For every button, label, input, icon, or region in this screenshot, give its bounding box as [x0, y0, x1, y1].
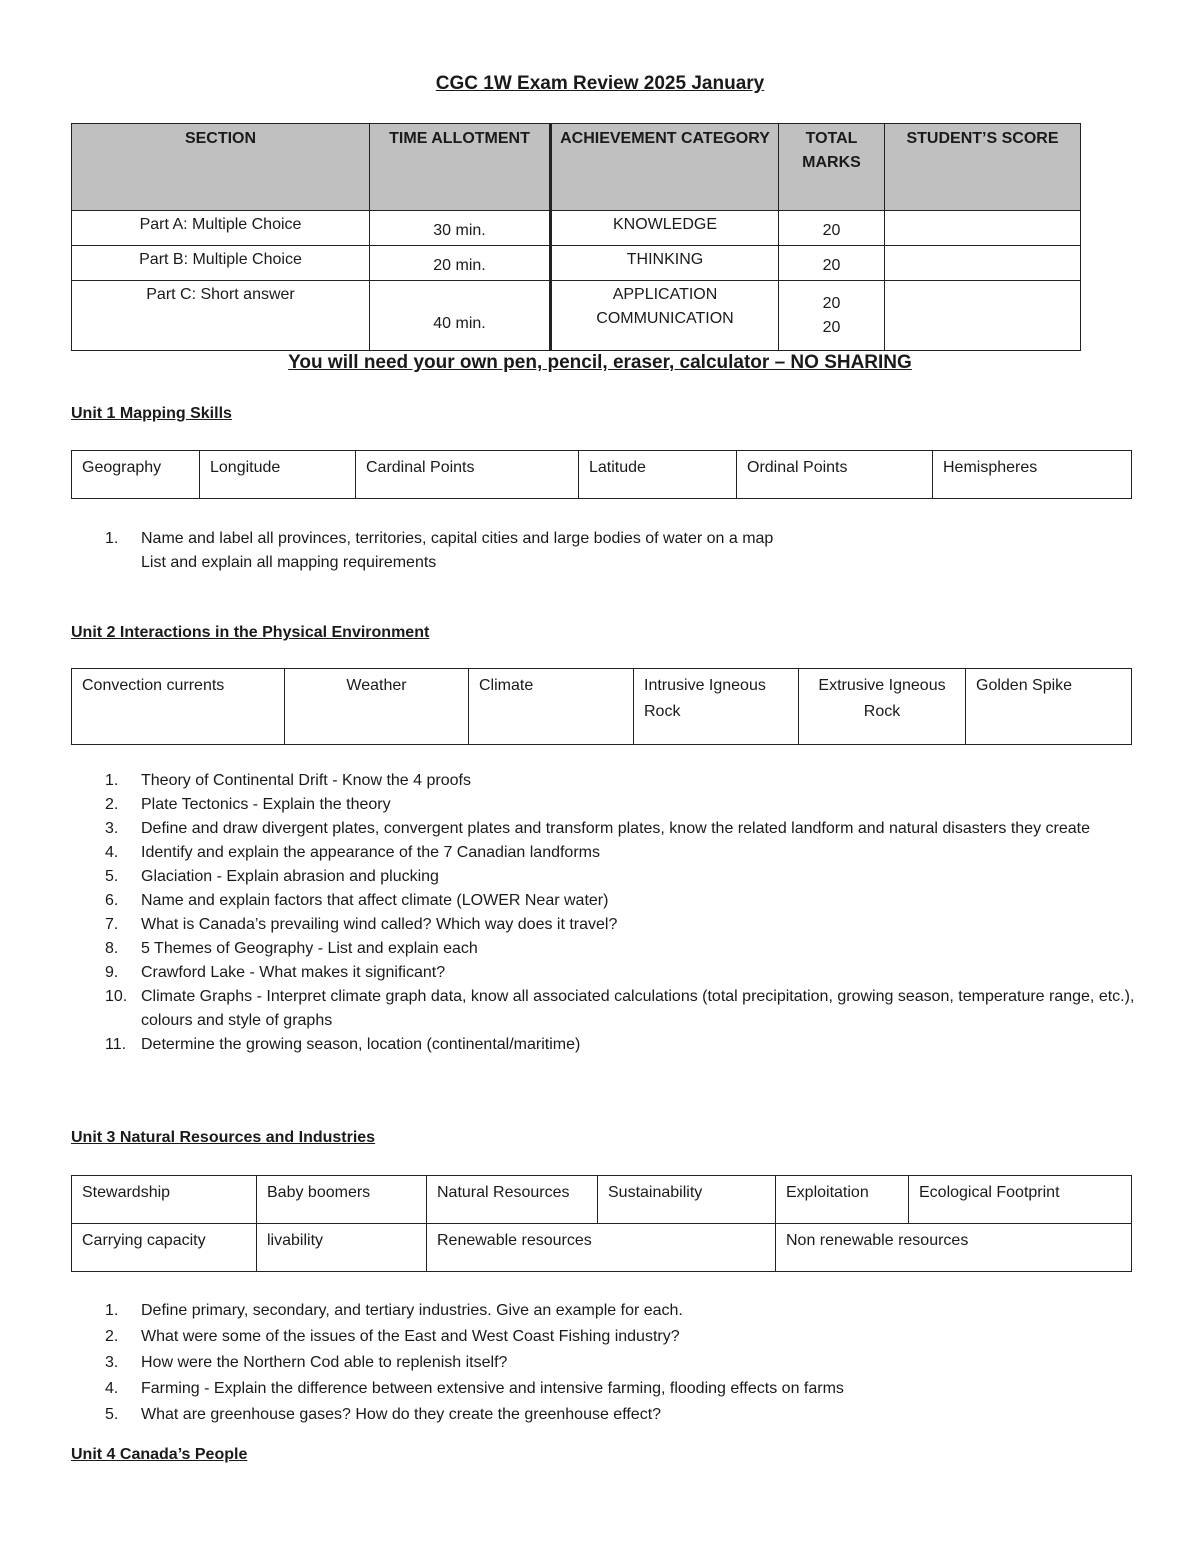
item-number: 6. [105, 892, 119, 909]
cell-category: KNOWLEDGE [551, 211, 779, 246]
list-item [71, 865, 1151, 889]
term-cell: Extrusive Igneous Rock [799, 669, 966, 745]
term-cell: Geography [72, 451, 200, 499]
table-row [72, 211, 1081, 246]
item-number: 10. [105, 988, 128, 1005]
term-cell: Sustainability [598, 1176, 776, 1224]
item-text: Name and explain factors that affect climate (LOWER Near water) [141, 892, 609, 909]
item-text: List and explain all mapping requirements [141, 554, 437, 571]
item-number: 4. [105, 844, 119, 861]
unit-3-terms-table [71, 1175, 1132, 1272]
cell-marks: 20 [779, 246, 885, 281]
terms-row [72, 1224, 1132, 1272]
item-number: 1. [105, 772, 119, 789]
marks-line: 20 [822, 318, 841, 336]
term-cell: Hemispheres [933, 451, 1132, 499]
list-item [71, 769, 1151, 793]
item-text: Identify and explain the appearance of the 7 Canadian landforms [141, 844, 600, 861]
table-row [72, 281, 1081, 351]
item-text: What were some of the issues of the East and West Coast Fishing industry? [141, 1328, 680, 1345]
term-cell: Stewardship [72, 1176, 257, 1224]
terms-row [72, 1176, 1132, 1224]
list-item [71, 1298, 1151, 1324]
unit-2-terms-table [71, 668, 1132, 745]
item-number: 3. [105, 820, 119, 837]
header-time-allotment: TIME ALLOTMENT [370, 124, 551, 211]
supplies-note: You will need your own pen, pencil, eraser, calculator – NO SHARING [288, 352, 912, 373]
item-text: Plate Tectonics - Explain the theory [141, 796, 391, 813]
item-number: 2. [105, 1328, 119, 1345]
unit-1-review-list [71, 527, 1151, 575]
item-text: Define and draw divergent plates, convergent plates and transform plates, know the related landform and natural disasters they create [141, 820, 1090, 837]
item-number: 1. [105, 1302, 119, 1319]
category-line: APPLICATION [612, 286, 718, 303]
list-item [71, 841, 1151, 865]
unit-2-heading: Unit 2 Interactions in the Physical Environment [71, 624, 430, 641]
item-text: Name and label all provinces, territories, capital cities and large bodies of water on a map [141, 530, 774, 547]
unit-1-terms-table [71, 450, 1132, 499]
term-cell: Golden Spike [966, 669, 1132, 745]
item-number: 11. [105, 1036, 127, 1053]
item-text: Farming - Explain the difference between extensive and intensive farming, flooding effects on farms [141, 1380, 844, 1397]
term-cell: Intrusive Igneous Rock [634, 669, 799, 745]
marks-line: 20 [822, 294, 841, 312]
list-item [71, 961, 1151, 985]
list-item [71, 937, 1151, 961]
term-cell: Climate [469, 669, 634, 745]
item-number: 7. [105, 916, 119, 933]
item-text: What is Canada’s prevailing wind called? Which way does it travel? [141, 916, 618, 933]
item-text: How were the Northern Cod able to replenish itself? [141, 1354, 508, 1371]
cell-time: 40 min. [370, 281, 551, 351]
term-cell: Convection currents [72, 669, 285, 745]
item-number: 2. [105, 796, 119, 813]
header-achievement-category: ACHIEVEMENT CATEGORY [551, 124, 779, 211]
list-item [71, 985, 1151, 1033]
term-cell: Cardinal Points [356, 451, 579, 499]
terms-row [72, 451, 1132, 499]
item-text: Define primary, secondary, and tertiary industries. Give an example for each. [141, 1302, 683, 1319]
item-number: 9. [105, 964, 119, 981]
header-section: SECTION [72, 124, 370, 211]
term-cell: Exploitation [776, 1176, 909, 1224]
cell-category [551, 281, 779, 351]
cell-time: 20 min. [370, 246, 551, 281]
item-text: Crawford Lake - What makes it significant? [141, 964, 446, 981]
cell-section: Part B: Multiple Choice [72, 246, 370, 281]
list-item [71, 1324, 1151, 1350]
item-text: Determine the growing season, location (continental/maritime) [141, 1036, 581, 1053]
exam-breakdown-table [71, 123, 1081, 351]
term-cell: Longitude [200, 451, 356, 499]
item-number: 5. [105, 1406, 119, 1423]
term-cell: Non renewable resources [776, 1224, 1132, 1272]
cell-score [885, 211, 1081, 246]
table-header-row [72, 124, 1081, 211]
unit-2-review-list [71, 769, 1151, 1057]
cell-score [885, 281, 1081, 351]
term-cell: Ecological Footprint [909, 1176, 1132, 1224]
item-number: 8. [105, 940, 119, 957]
cell-score [885, 246, 1081, 281]
list-item [71, 1350, 1151, 1376]
list-item [71, 1402, 1151, 1428]
unit-3-heading: Unit 3 Natural Resources and Industries [71, 1129, 376, 1146]
cell-marks [779, 281, 885, 351]
term-cell: Baby boomers [257, 1176, 427, 1224]
unit-4-heading: Unit 4 Canada’s People [71, 1446, 248, 1463]
document-title: CGC 1W Exam Review 2025 January [435, 73, 765, 94]
term-cell: Ordinal Points [737, 451, 933, 499]
list-item [71, 889, 1151, 913]
category-line: COMMUNICATION [596, 310, 734, 327]
cell-section: Part C: Short answer [72, 281, 370, 351]
list-item [71, 817, 1151, 841]
terms-row [72, 669, 1132, 745]
cell-section: Part A: Multiple Choice [72, 211, 370, 246]
list-item [71, 793, 1151, 817]
header-students-score: STUDENT’S SCORE [885, 124, 1081, 211]
term-cell: Renewable resources [427, 1224, 776, 1272]
unit-3-review-list [71, 1298, 1151, 1428]
table-row [72, 246, 1081, 281]
term-cell: Weather [285, 669, 469, 745]
header-total-marks: TOTAL MARKS [779, 124, 885, 211]
item-text: Theory of Continental Drift - Know the 4 proofs [141, 772, 471, 789]
item-number: 4. [105, 1380, 119, 1397]
cell-time: 30 min. [370, 211, 551, 246]
list-item [71, 1376, 1151, 1402]
cell-category: THINKING [551, 246, 779, 281]
unit-1-heading: Unit 1 Mapping Skills [71, 405, 232, 422]
term-cell: Latitude [579, 451, 737, 499]
item-text: What are greenhouse gases? How do they create the greenhouse effect? [141, 1406, 662, 1423]
list-item [71, 1033, 1151, 1057]
item-number: 3. [105, 1354, 119, 1371]
list-item [71, 913, 1151, 937]
term-cell: Natural Resources [427, 1176, 598, 1224]
item-number: 5. [105, 868, 119, 885]
term-cell: livability [257, 1224, 427, 1272]
item-text: Climate Graphs - Interpret climate graph data, know all associated calculations (total precipitation, growing season, temperature range, etc.), colours and style of graphs [141, 988, 1135, 1029]
item-text: Glaciation - Explain abrasion and plucking [141, 868, 439, 885]
item-number: 1. [105, 530, 119, 547]
term-cell: Carrying capacity [72, 1224, 257, 1272]
item-text: 5 Themes of Geography - List and explain each [141, 940, 478, 957]
cell-marks: 20 [779, 211, 885, 246]
list-item [71, 527, 1151, 575]
